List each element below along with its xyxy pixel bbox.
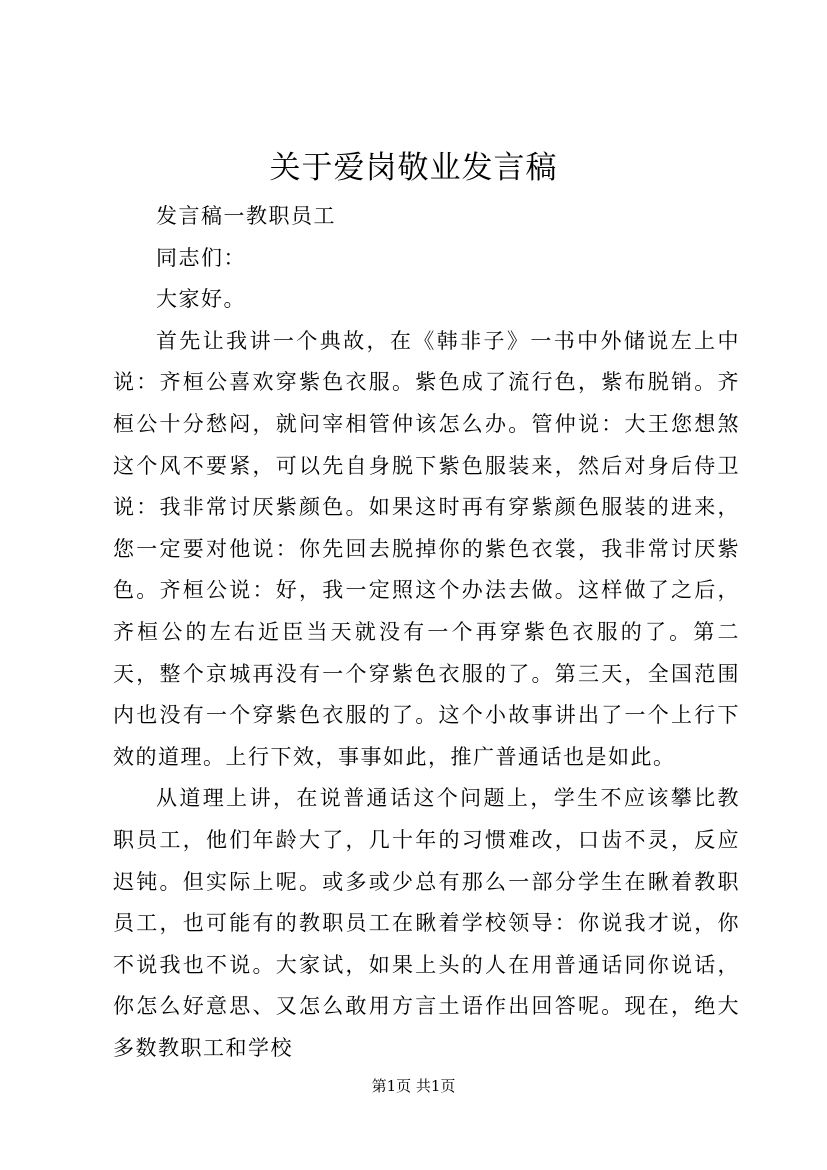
- document-body: [113, 196, 740, 1069]
- paragraph-reasoning: 从道理上讲，在说普通话这个问题上，学生不应该攀比教职员工，他们年龄大了，几十年的习惯难改，口齿不灵，反应迟钝。但实际上呢。或多或少总有那么一部分学生在瞅着教职员工，也可能有的教职员工在瞅着学校领导：你说我才说，你不说我也不说。大家试，如果上头的人在用普通话同你说话，你怎么好意思、又怎么敢用方言土语作出回答呢。现在，绝大多数教职工和学校: [113, 786, 740, 1060]
- paragraph-salutation: 同志们：: [156, 245, 246, 270]
- paragraph-story: 首先让我讲一个典故，在《韩非子》一书中外储说左上中说：齐桓公喜欢穿紫色衣服。紫色成了流行色，紫布脱销。齐桓公十分愁闷，就问宰相管仲该怎么办。管仲说：大王您想煞这个风不要紧，可以先自身脱下紫色服装来，然后对身后侍卫说：我非常讨厌紫颜色。如果这时再有穿紫颜色服装的进来，您一定要对他说：你先回去脱掉你的紫色衣裳，我非常讨厌紫色。齐桓公说：好，我一定照这个办法去做。这样做了之后，齐桓公的左右近臣当天就没有一个再穿紫色衣服的了。第二天，整个京城再没有一个穿紫色衣服的了。第三天，全国范围内也没有一个穿紫色衣服的了。这个小故事讲出了一个上行下效的道理。上行下效，事事如此，推广普通话也是如此。: [113, 328, 740, 769]
- document-title: 关于爱岗敬业发言稿: [269, 150, 558, 186]
- paragraph-greeting: 大家好。: [156, 287, 246, 312]
- page-footer: 第1页 共1页: [371, 1077, 456, 1095]
- paragraph-subtitle: 发言稿一教职员工: [156, 204, 336, 228]
